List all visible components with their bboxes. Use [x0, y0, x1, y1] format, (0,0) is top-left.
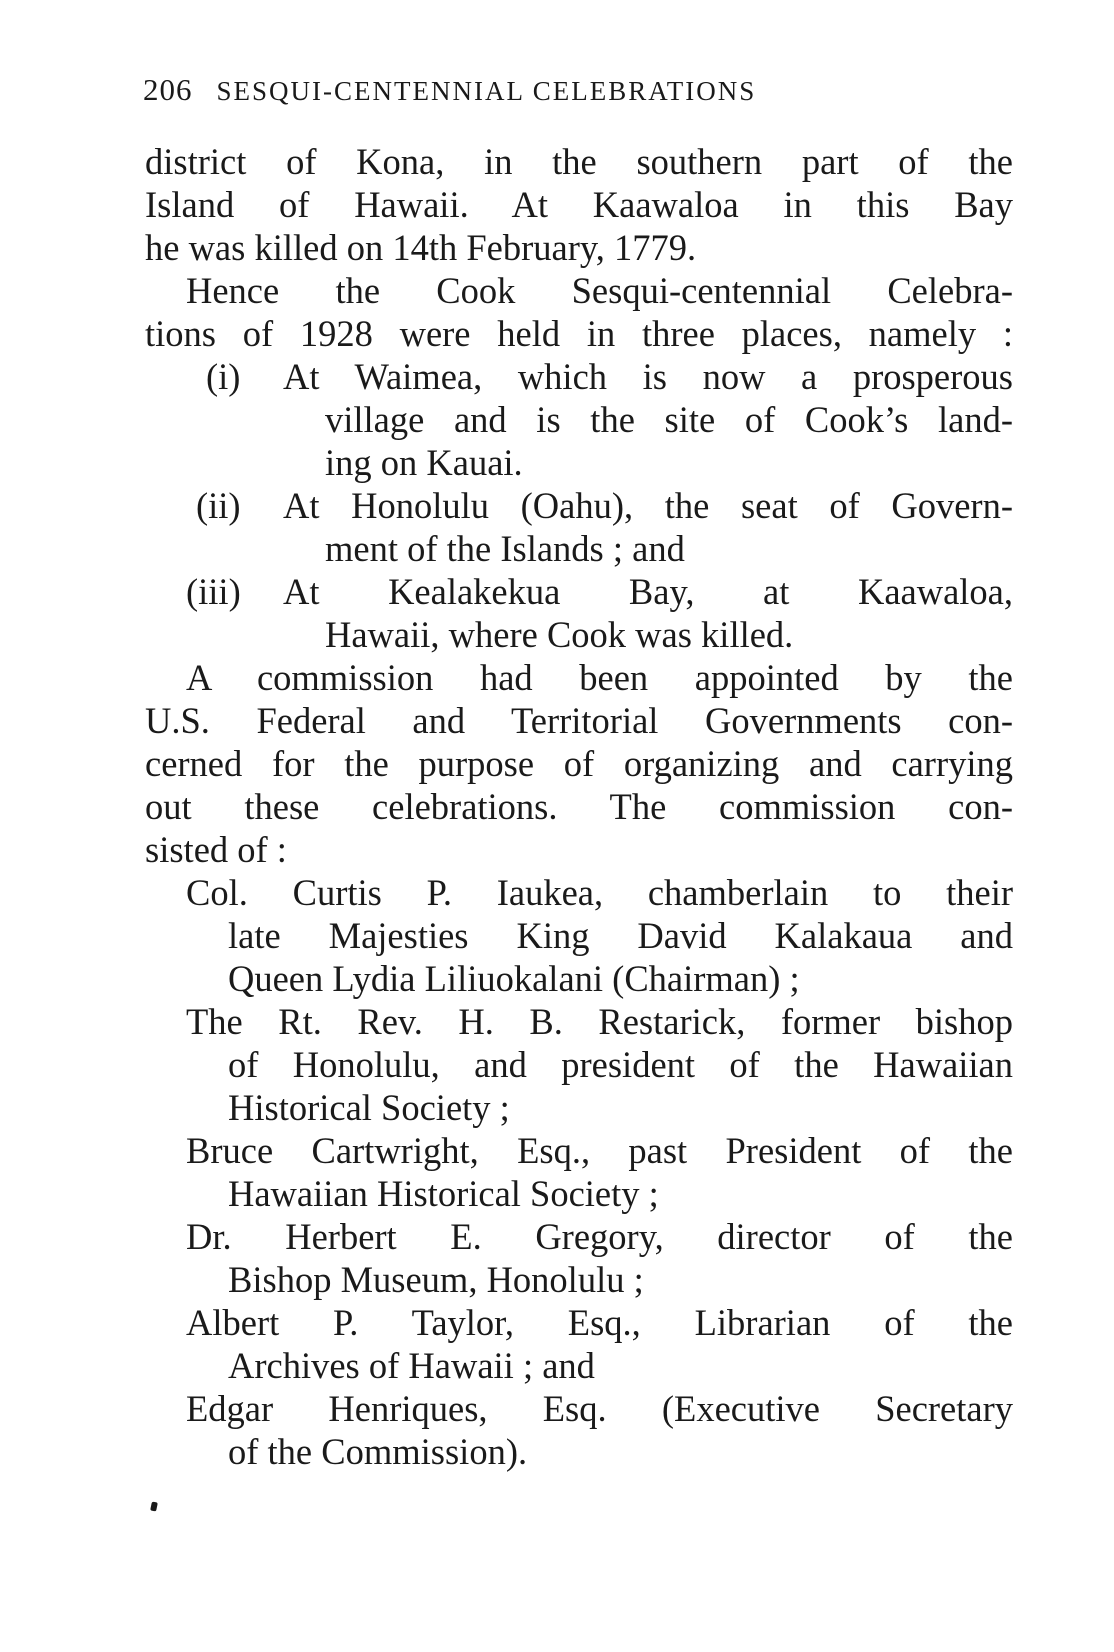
member-entry-line: Albert P. Taylor, Esq., Librarian of the	[186, 1302, 1013, 1343]
running-head	[143, 72, 1003, 112]
member-entry-line: Dr. Herbert E. Gregory, director of the	[186, 1216, 1013, 1257]
page-number: 206	[143, 72, 193, 107]
list-number: (ii)	[196, 485, 241, 526]
text-line: tions of 1928 were held in three places, namely :	[145, 313, 1013, 354]
text-line: district of Kona, in the southern part of the	[145, 141, 1013, 182]
list-item-line: ment of the Islands ; and	[325, 528, 685, 569]
list-item-line: At Waimea, which is now a prosperous	[283, 356, 1013, 397]
member-entry-line: The Rt. Rev. H. B. Restarick, former bishop	[186, 1001, 1013, 1042]
member-entry-line: Archives of Hawaii ; and	[228, 1345, 595, 1386]
member-entry-line: late Majesties King David Kalakaua and	[228, 915, 1013, 956]
text-line: Hence the Cook Sesqui-centennial Celebra-	[186, 270, 1013, 311]
member-entry-line: of the Commission).	[228, 1431, 528, 1472]
text-line: sisted of :	[145, 829, 287, 870]
list-number: (i)	[206, 356, 241, 397]
list-item-line: village and is the site of Cook’s land-	[325, 399, 1013, 440]
list-item-line: Hawaii, where Cook was killed.	[325, 614, 794, 655]
text-line: U.S. Federal and Territorial Governments con-	[145, 700, 1013, 741]
text-line: Island of Hawaii. At Kaawaloa in this Bay	[145, 184, 1013, 225]
list-item-line: At Honolulu (Oahu), the seat of Govern-	[283, 485, 1013, 526]
text-line: cerned for the purpose of organizing and carrying	[145, 743, 1013, 784]
text-line: he was killed on 14th February, 1779.	[145, 227, 697, 268]
member-entry-line: of Honolulu, and president of the Hawaiian	[228, 1044, 1013, 1085]
list-item-line: ing on Kauai.	[325, 442, 523, 483]
member-entry-line: Edgar Henriques, Esq. (Executive Secretary	[186, 1388, 1013, 1429]
member-entry-line: Bruce Cartwright, Esq., past President of the	[186, 1130, 1013, 1171]
list-number: (iii)	[186, 571, 241, 612]
member-entry-line: Hawaiian Historical Society ;	[228, 1173, 659, 1214]
member-entry-line: Queen Lydia Liliuokalani (Chairman) ;	[228, 958, 800, 999]
member-entry-line: Col. Curtis P. Iaukea, chamberlain to their	[186, 872, 1013, 913]
list-item-line: At Kealakekua Bay, at Kaawaloa,	[283, 571, 1013, 612]
member-entry-line: Historical Society ;	[228, 1087, 510, 1128]
text-line: A commission had been appointed by the	[186, 657, 1013, 698]
member-entry-line: Bishop Museum, Honolulu ;	[228, 1259, 644, 1300]
text-line: out these celebrations. The commission con-	[145, 786, 1013, 827]
running-title: SESQUI-CENTENNIAL CELEBRATIONS	[216, 76, 757, 106]
ink-speck	[150, 1501, 158, 1511]
